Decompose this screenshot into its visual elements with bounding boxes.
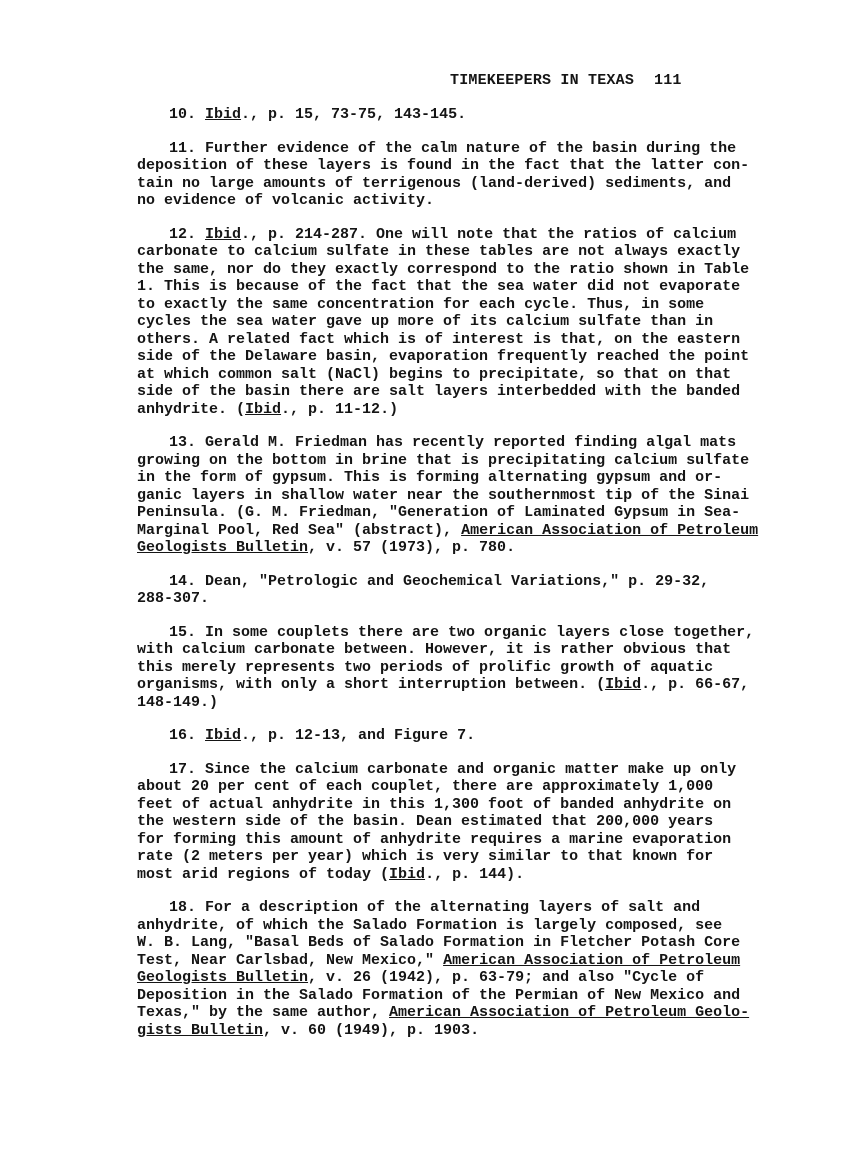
text-line — [137, 866, 723, 884]
text-segment: feet of actual anhydrite in this 1,300 foot of banded anhydrite on — [137, 795, 732, 813]
text-segment: ., p. 12-13, and Figure 7. — [241, 727, 476, 744]
text-segment: 14. Dean, "Petrologic and Geochemical Variations," p. 29-32, — [169, 572, 710, 590]
text-segment: 18. For a description of the alternating layers of salt and — [169, 899, 701, 916]
text-segment: ., p. 214-287. One will note that the ratios of calcium — [241, 225, 737, 243]
running-header — [450, 72, 690, 89]
underlined-citation: American Association of Petroleum Geolo- — [389, 1004, 750, 1021]
text-line — [137, 278, 741, 296]
text-segment: 148-149.) — [137, 693, 219, 711]
text-line — [137, 778, 723, 796]
text-segment: Test, Near Carlsbad, New Mexico," — [137, 951, 444, 969]
text-line — [137, 727, 723, 745]
text-segment: W. B. Lang, "Basal Beds of Salado Formation in Fletcher Potash Core — [137, 934, 741, 951]
text-line — [137, 590, 723, 608]
text-segment: , v. 60 (1949), p. 1903. — [263, 1021, 480, 1039]
underlined-citation: Geologists Bulletin — [137, 969, 309, 986]
text-line — [137, 659, 723, 677]
text-line — [137, 486, 750, 505]
underlined-citation: American Association of Petroleum — [461, 521, 759, 539]
text-line — [137, 469, 723, 487]
text-segment: others. A related fact which is of interest is that, on the eastern — [137, 330, 741, 348]
text-segment: 288-307. — [137, 590, 210, 607]
text-segment: , v. 26 (1942), p. 63-79; and also "Cycle of — [308, 969, 705, 986]
text-segment: with calcium carbonate between. However, it is rather obvious that — [137, 641, 732, 658]
text-segment: carbonate to calcium sulfate in these tables are not always exactly — [137, 243, 741, 260]
text-line — [137, 434, 737, 452]
underlined-citation: gists Bulletin — [137, 1021, 264, 1039]
text-segment: 12. — [169, 225, 206, 243]
text-line — [137, 139, 737, 158]
text-line — [137, 1022, 723, 1040]
text-line — [137, 296, 723, 314]
text-segment: ., p. 66-67, — [641, 676, 750, 693]
text-line — [137, 504, 741, 522]
text-line — [137, 330, 741, 349]
endnote — [137, 225, 750, 419]
text-segment: ., p. 11-12.) — [281, 400, 399, 418]
text-segment: 17. Since the calcium carbonate and organic matter make up only — [169, 760, 737, 778]
text-line — [137, 383, 741, 401]
text-line — [137, 917, 723, 935]
underlined-citation: Ibid — [245, 400, 282, 418]
endnote — [137, 623, 755, 712]
text-segment: side of the Delaware basin, evaporation frequently reached the point — [137, 348, 750, 365]
text-line — [137, 986, 741, 1005]
text-line — [137, 451, 750, 470]
text-segment: for forming this amount of anhydrite requires a marine evaporation — [137, 830, 732, 848]
text-line — [137, 521, 759, 540]
text-line — [137, 969, 723, 987]
text-line — [137, 899, 723, 917]
text-segment: anhydrite, of which the Salado Formation is largely composed, see — [137, 916, 723, 934]
text-line — [137, 1004, 750, 1022]
endnote — [137, 899, 750, 1039]
text-segment: this merely represents two periods of prolific growth of aquatic — [137, 658, 714, 676]
endnote — [137, 727, 723, 745]
text-line — [137, 106, 723, 124]
endnote — [137, 573, 723, 608]
text-line — [137, 694, 723, 712]
underlined-citation: Ibid — [205, 225, 242, 243]
endnotes — [137, 106, 759, 1055]
underlined-citation: Ibid — [205, 106, 242, 123]
text-line — [137, 260, 750, 279]
text-segment: 1. This is because of the fact that the sea water did not evaporate — [137, 278, 741, 295]
endnote — [137, 434, 759, 557]
text-line — [137, 348, 750, 366]
text-line — [137, 243, 741, 261]
text-line — [137, 760, 737, 779]
text-line — [137, 795, 732, 814]
text-segment: 11. Further evidence of the calm nature of the basin during the — [169, 139, 737, 157]
underlined-citation: Ibid — [389, 865, 426, 883]
text-line — [137, 830, 732, 849]
text-line — [137, 192, 723, 210]
text-segment: side of the basin there are salt layers interbedded with the banded — [137, 383, 741, 400]
page-number: 111 — [654, 72, 682, 89]
text-segment: , v. 57 (1973), p. 780. — [308, 539, 516, 556]
text-segment: to exactly the same concentration for each cycle. Thus, in some — [137, 295, 705, 313]
text-line — [137, 848, 723, 866]
text-line — [137, 174, 732, 193]
text-line — [137, 539, 723, 557]
text-line — [137, 676, 750, 694]
text-segment: ., p. 144). — [425, 865, 525, 883]
text-segment: growing on the bottom in brine that is precipitating calcium sulfate — [137, 451, 750, 469]
text-segment: organisms, with only a short interruption between. ( — [137, 676, 606, 693]
text-segment: ganic layers in shallow water near the southernmost tip of the Sinai — [137, 486, 750, 504]
text-segment: the western side of the basin. Dean estimated that 200,000 years — [137, 813, 714, 830]
text-segment: at which common salt (NaCl) begins to precipitate, so that on that — [137, 365, 732, 383]
text-line — [137, 641, 732, 659]
text-segment: ., p. 15, 73-75, 143-145. — [241, 106, 467, 123]
underlined-citation: Ibid — [205, 727, 242, 744]
text-segment: tain no large amounts of terrigenous (land-derived) sediments, and — [137, 174, 732, 192]
underlined-citation: Ibid — [605, 676, 642, 693]
text-line — [137, 573, 723, 591]
text-segment: Texas," by the same author, — [137, 1004, 390, 1021]
text-line — [137, 313, 723, 331]
running-title: TIMEKEEPERS IN TEXAS — [450, 72, 635, 89]
text-line — [137, 157, 750, 175]
text-line — [137, 934, 741, 952]
text-line — [137, 401, 723, 419]
text-line — [137, 365, 732, 384]
endnote — [137, 760, 737, 884]
text-segment: anhydrite. ( — [137, 400, 246, 418]
text-segment: 10. — [169, 106, 206, 123]
text-segment: 16. — [169, 727, 206, 744]
text-segment: rate (2 meters per year) which is very similar to that known for — [137, 848, 714, 865]
text-segment: deposition of these layers is found in the fact that the latter con- — [137, 157, 750, 174]
text-line — [137, 623, 755, 642]
text-line — [137, 813, 723, 831]
text-segment: about 20 per cent of each couplet, there are approximately 1,000 — [137, 778, 714, 795]
text-segment: no evidence of volcanic activity. — [137, 192, 435, 209]
text-line — [137, 951, 741, 970]
underlined-citation: American Association of Petroleum — [443, 951, 741, 969]
text-segment: 13. Gerald M. Friedman has recently reported finding algal mats — [169, 434, 737, 451]
endnote — [137, 139, 750, 210]
underlined-citation: Geologists Bulletin — [137, 539, 309, 556]
text-segment: most arid regions of today ( — [137, 865, 390, 883]
text-line — [137, 225, 737, 244]
text-segment: 15. In some couplets there are two organic layers close together, — [169, 623, 755, 641]
text-segment: Peninsula. (G. M. Friedman, "Generation of Laminated Gypsum in Sea- — [137, 504, 741, 521]
text-segment: in the form of gypsum. This is forming alternating gypsum and or- — [137, 469, 723, 486]
text-segment: Marginal Pool, Red Sea" (abstract), — [137, 521, 462, 539]
text-segment: the same, nor do they exactly correspond to the ratio shown in Table — [137, 260, 750, 278]
text-segment: Deposition in the Salado Formation of the Permian of New Mexico and — [137, 986, 741, 1004]
text-segment: cycles the sea water gave up more of its calcium sulfate than in — [137, 313, 714, 330]
endnote — [137, 106, 723, 124]
